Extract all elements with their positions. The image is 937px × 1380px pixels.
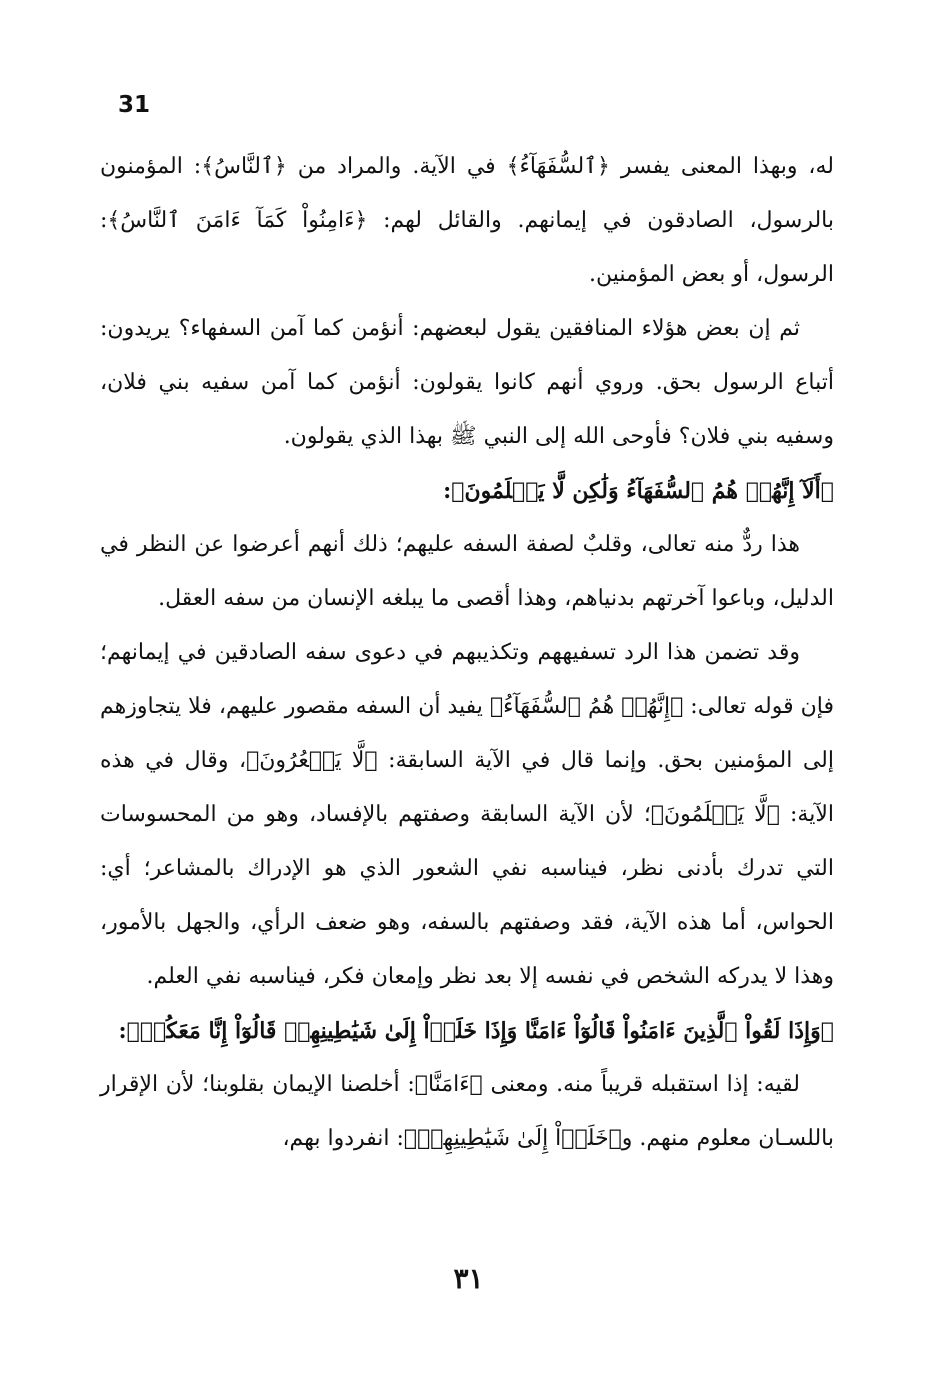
paragraph-5: لقيه: إذا استقبله قريباً منه. ومعنى ﴿ءَامَنَّا﴾: أخلصنا الإيمان بقلوبنا؛ لأن الإقرار باللسـان معلوم منهم. و﴿خَلَوۡاْ إِلَىٰ شَيَٰطِينِهِمۡ﴾: انفردوا بهم، [100,1072,834,1151]
paragraph-3: هذا ردٌّ منه تعالى، وقلبٌ لصفة السفه عليهم؛ ذلك أنهم أعرضوا عن النظر في الدليل، وباعوا آخرتهم بدنياهم، وهذا أقصى ما يبلغه الإنسان من سفه العقل. [100,532,834,611]
page-number-bottom: ٣١ [453,1262,484,1295]
paragraph-4: وقد تضمن هذا الرد تسفيههم وتكذيبهم في دعوى سفه الصادقين في إيمانهم؛ فإن قوله تعالى: ﴿إِنَّهُمۡ هُمُ ٱلسُّفَهَآءُ﴾ يفيد أن السفه مقصور عليهم، فلا يتجاوزهم إلى المؤمنين بحق. وإنما قال في الآية السابقة: ﴿لَّا يَشۡعُرُونَ﴾، وقال في هذه الآية: ﴿لَّا يَعۡلَمُونَ﴾؛ لأن الآية السابقة وصفتهم بالإفساد، وهو من المحسوسات التي تدرك بأدنى نظر، فيناسبه نفي الشعور الذي هو الإدراك بالمشاعر؛ أي: الحواس، أما هذه الآية، فقد وصفتهم بالسفه، وهو ضعف الرأي، والجهل بالأمور، وهذا لا يدركه الشخص في نفسه إلا بعد نظر وإمعان فكر، فيناسبه نفي العلم. [100,640,834,989]
page-number-top: 31 [118,92,151,118]
paragraph-2: ثم إن بعض هؤلاء المنافقين يقول لبعضهم: أنؤمن كما آمن السفهاء؟ يريدون: أتباع الرسول بحق. وروي أنهم كانوا يقولون: أنؤمن كما آمن سفيه بني فلان، وسفيه بني فلان؟ فأوحى الله إلى النبي ﷺ بهذا الذي يقولون. [100,316,834,449]
ayah-heading-1: ﴿أَلَآ إِنَّهُمۡ هُمُ ٱلسُّفَهَآءُ وَلَٰكِن لَّا يَعۡلَمُونَ﴾: [443,478,834,504]
ayah-heading-2: ﴿وَإِذَا لَقُواْ ٱلَّذِينَ ءَامَنُواْ قَالُوٓاْ ءَامَنَّا وَإِذَا خَلَوۡاْ إِلَىٰ شَيَٰطِينِهِمۡ قَالُوٓاْ إِنَّا مَعَكُمۡ﴾: [118,1018,834,1044]
text-body [100,140,834,1166]
paragraph-1: له، وبهذا المعنى يفسر ﴿ٱلسُّفَهَآءُ﴾ في الآية. والمراد من ﴿ٱلنَّاسُ﴾: المؤمنون بالرسول، الصادقون في إيمانهم. والقائل لهم: ﴿ءَامِنُواْ كَمَآ ءَامَنَ ٱلنَّاسُ﴾: الرسول، أو بعض المؤمنين. [100,154,834,287]
